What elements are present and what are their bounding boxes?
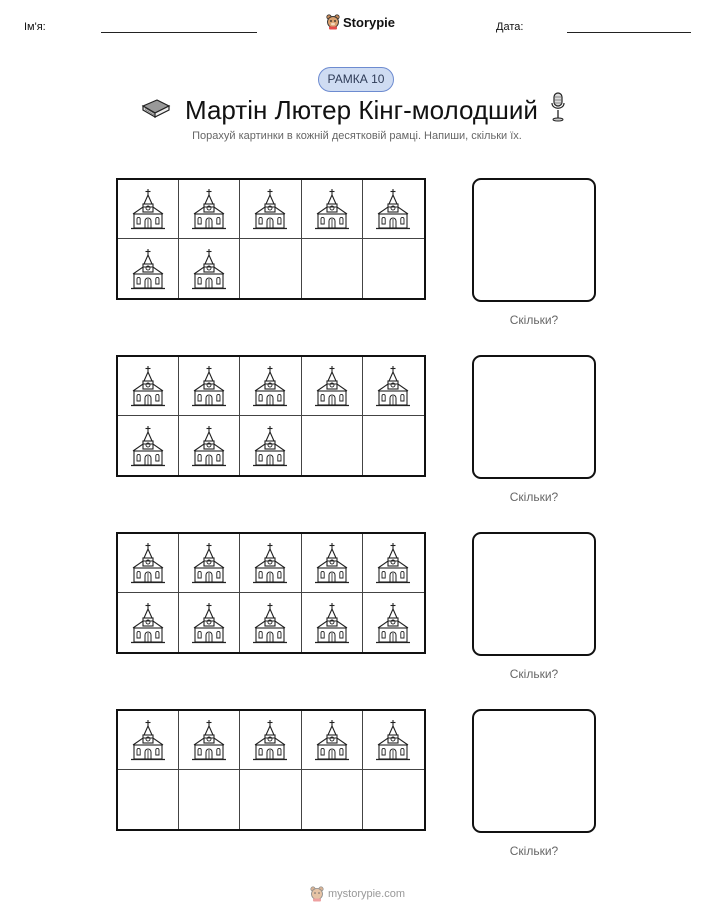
frame-cell [179,180,240,239]
frame-cell [118,416,179,475]
church-icon [130,365,166,407]
frame-cell [363,593,424,652]
frame-cell [363,416,424,475]
ten-frame-1 [116,178,426,300]
frame-cell [240,416,301,475]
frame-cell [302,770,363,829]
how-many-label-2: Скільки? [509,490,559,504]
page-title: Мартін Лютер Кінг-молодший [185,95,538,125]
church-icon [314,188,350,230]
frame-cell [240,357,301,416]
brand-logo [326,14,395,30]
frame-cell [363,180,424,239]
name-label: Ім'я: [24,21,46,33]
church-icon [191,542,227,584]
answer-box-3[interactable] [472,532,596,656]
answer-box-2[interactable] [472,355,596,479]
church-icon [191,719,227,761]
church-icon [375,719,411,761]
frame-cell [118,239,179,298]
frame-cell [179,357,240,416]
frame-cell [363,534,424,593]
microphone-icon [548,91,568,123]
name-field[interactable] [101,32,257,33]
church-icon [130,602,166,644]
ten-frame-2 [116,355,426,477]
frame-cell [179,239,240,298]
church-icon [191,602,227,644]
frame-cell [118,534,179,593]
frame-cell [302,711,363,770]
church-icon [130,719,166,761]
frame-cell [179,416,240,475]
church-icon [314,602,350,644]
frame-cell [302,534,363,593]
frame-cell [240,770,301,829]
frame-cell [302,180,363,239]
frame-cell [118,593,179,652]
frame-cell [363,711,424,770]
frame-cell [118,357,179,416]
book-icon [140,96,172,120]
answer-box-4[interactable] [472,709,596,833]
church-icon [130,425,166,467]
how-many-label-4: Скільки? [509,844,559,858]
church-icon [252,425,288,467]
bear-footer-icon [310,886,324,902]
ten-frame-4 [116,709,426,831]
frame-cell [179,534,240,593]
date-field[interactable] [567,32,691,33]
frame-cell [363,770,424,829]
frame-cell [118,770,179,829]
frame-cell [179,770,240,829]
answer-box-1[interactable] [472,178,596,302]
footer [310,886,405,902]
bear-logo-icon [326,14,340,30]
church-icon [252,365,288,407]
frame-cell [302,239,363,298]
frame-cell [240,239,301,298]
church-icon [252,602,288,644]
brand-name: Storypie [343,14,396,30]
frame-cell [118,180,179,239]
frame-cell [302,416,363,475]
church-icon [130,542,166,584]
church-icon [130,188,166,230]
church-icon [375,365,411,407]
frame-cell [240,711,301,770]
frame-cell [302,357,363,416]
church-icon [375,602,411,644]
frame-cell [118,711,179,770]
frame-cell [179,711,240,770]
church-icon [314,365,350,407]
frame-badge: РАМКА 10 [318,67,394,92]
footer-url[interactable]: mystorypie.com [328,888,406,900]
church-icon [191,425,227,467]
church-icon [314,542,350,584]
frame-cell [363,239,424,298]
frame-cell [240,180,301,239]
frame-cell [363,357,424,416]
church-icon [130,248,166,290]
church-icon [191,188,227,230]
church-icon [252,719,288,761]
church-icon [375,188,411,230]
how-many-label-3: Скільки? [509,667,559,681]
church-icon [375,542,411,584]
frame-cell [302,593,363,652]
church-icon [191,248,227,290]
church-icon [314,719,350,761]
ten-frame-3 [116,532,426,654]
how-many-label-1: Скільки? [509,313,559,327]
church-icon [252,188,288,230]
church-icon [252,542,288,584]
date-label: Дата: [496,21,524,33]
church-icon [191,365,227,407]
frame-cell [179,593,240,652]
instructions: Порахуй картинки в кожній десятковій рамці. Напиши, скільки їх. [192,130,522,142]
frame-cell [240,593,301,652]
frame-cell [240,534,301,593]
